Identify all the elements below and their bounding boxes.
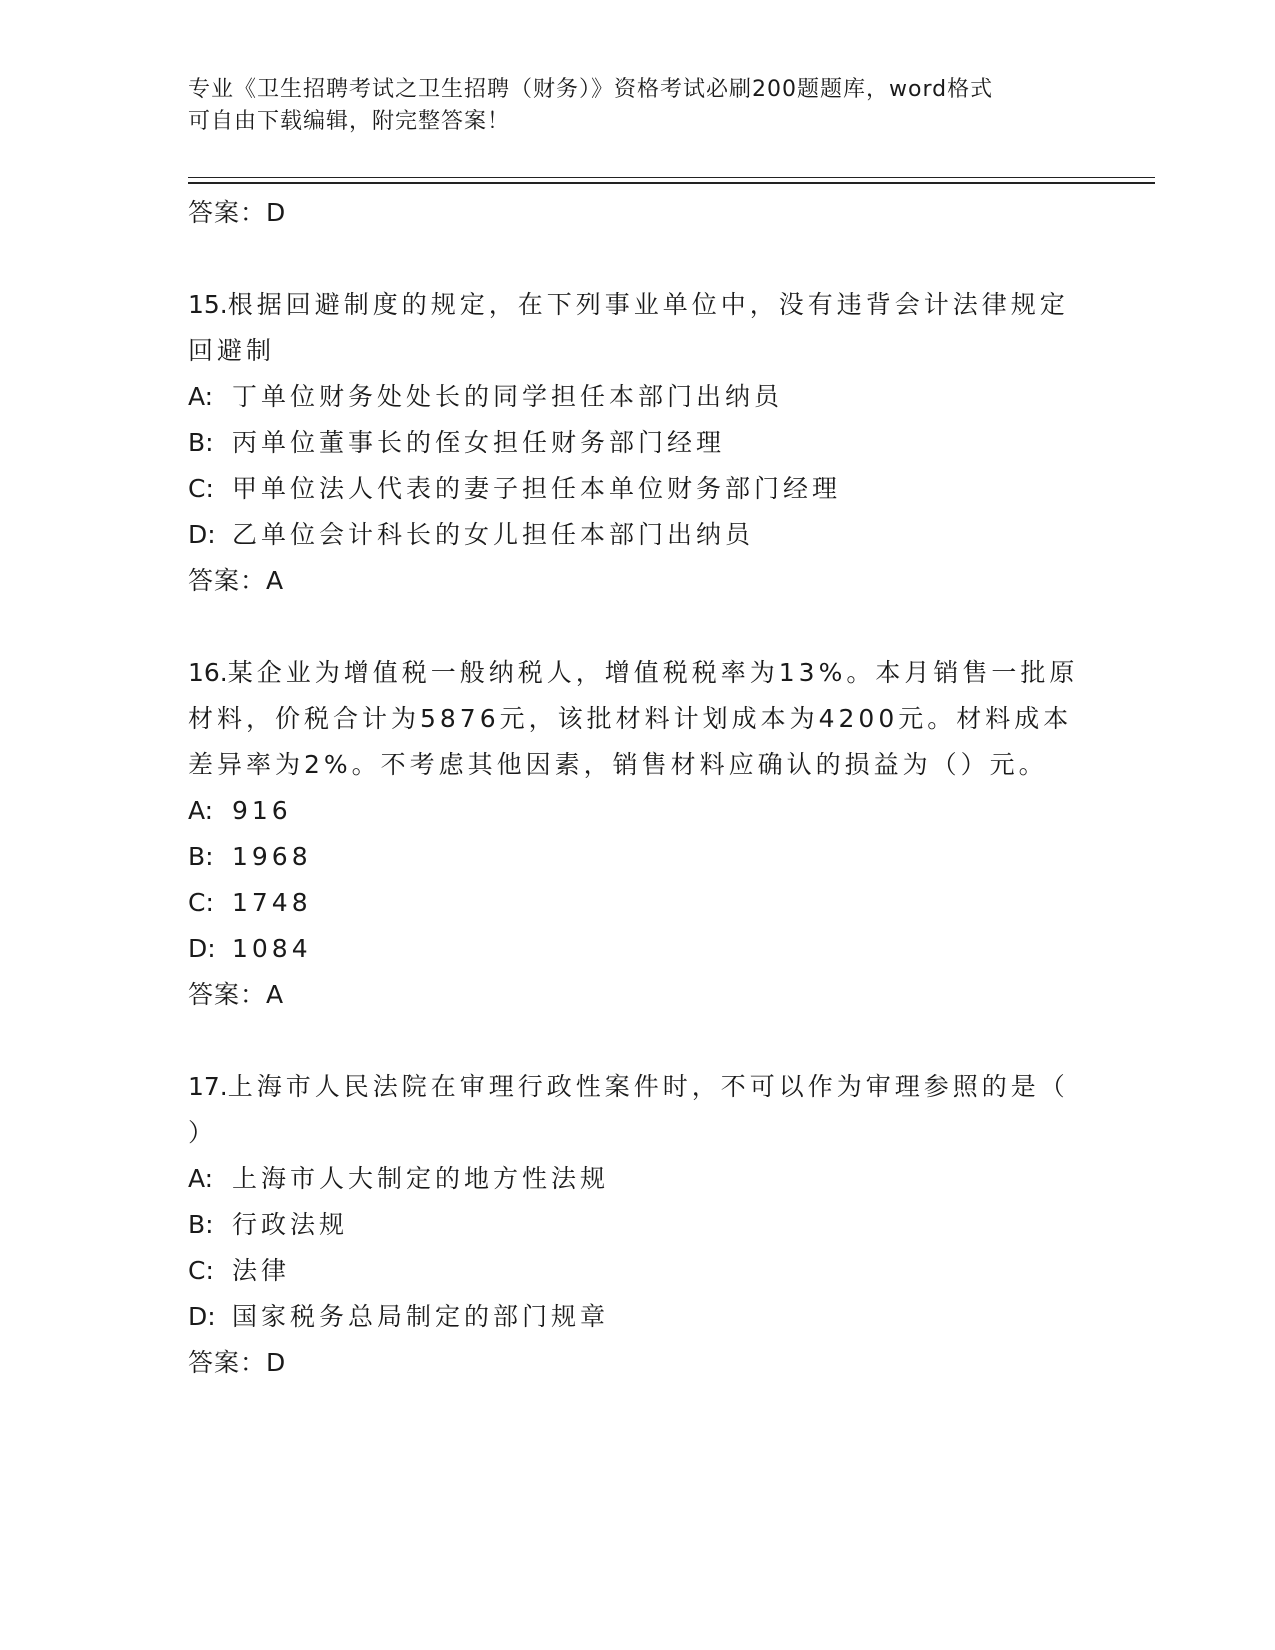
option-d bbox=[188, 1294, 1088, 1340]
option-letter: A: bbox=[188, 796, 214, 825]
question-number: 17. bbox=[188, 1072, 228, 1101]
option-a bbox=[188, 788, 1088, 834]
option-letter: D: bbox=[188, 1302, 216, 1331]
option-text: 法律 bbox=[232, 1256, 291, 1285]
header-line-1: 专业《卫生招聘考试之卫生招聘（财务）》资格考试必刷200题题库，word格式 bbox=[188, 77, 994, 102]
question-17 bbox=[188, 1064, 1088, 1386]
spacer bbox=[188, 604, 1088, 650]
question-stem bbox=[188, 1064, 1088, 1156]
option-text: 丙单位董事长的侄女担任财务部门经理 bbox=[232, 428, 726, 457]
previous-answer: 答案：D bbox=[188, 198, 287, 227]
option-letter: B: bbox=[188, 1210, 214, 1239]
option-d bbox=[188, 512, 1088, 558]
option-c bbox=[188, 1248, 1088, 1294]
option-text: 1084 bbox=[232, 934, 312, 963]
stem-text: 上海市人民法院在审理行政性案件时，不可以作为审理参照的是（ bbox=[227, 1072, 1069, 1101]
option-text: 1748 bbox=[232, 888, 312, 917]
option-letter: D: bbox=[188, 934, 216, 963]
stem-line-2: ） bbox=[188, 1118, 218, 1147]
question-15 bbox=[188, 282, 1088, 604]
header-line-2: 可自由下载编辑，附完整答案！ bbox=[188, 109, 511, 134]
option-c bbox=[188, 880, 1088, 926]
option-letter: C: bbox=[188, 888, 214, 917]
option-d bbox=[188, 926, 1088, 972]
option-a bbox=[188, 1156, 1088, 1202]
option-letter: B: bbox=[188, 842, 214, 871]
stem-text: 根据回避制度的规定，在下列事业单位中，没有违背会计法律规定 bbox=[227, 290, 1069, 319]
option-text: 上海市人大制定的地方性法规 bbox=[232, 1164, 610, 1193]
option-letter: A: bbox=[188, 1164, 214, 1193]
document-header bbox=[188, 74, 1068, 138]
option-letter: C: bbox=[188, 1256, 214, 1285]
option-letter: D: bbox=[188, 520, 216, 549]
option-letter: A: bbox=[188, 382, 214, 411]
answer-line: 答案：A bbox=[188, 980, 285, 1009]
question-number: 16. bbox=[188, 658, 228, 687]
spacer bbox=[188, 236, 1088, 282]
stem-line-3: 差异率为2%。不考虑其他因素，销售材料应确认的损益为（）元。 bbox=[188, 750, 1048, 779]
stem-line-2: 回避制 bbox=[188, 336, 276, 365]
question-stem bbox=[188, 282, 1088, 374]
answer-line: 答案：A bbox=[188, 566, 285, 595]
stem-line-1 bbox=[188, 282, 1088, 328]
option-text: 乙单位会计科长的女儿担任本部门出纳员 bbox=[232, 520, 755, 549]
question-stem bbox=[188, 650, 1088, 788]
option-text: 国家税务总局制定的部门规章 bbox=[232, 1302, 610, 1331]
option-b bbox=[188, 420, 1088, 466]
stem-line-1 bbox=[188, 650, 1088, 696]
spacer bbox=[188, 1018, 1088, 1064]
option-text: 916 bbox=[232, 796, 292, 825]
option-text: 丁单位财务处处长的同学担任本部门出纳员 bbox=[232, 382, 784, 411]
answer-line: 答案：D bbox=[188, 1348, 287, 1377]
option-letter: C: bbox=[188, 474, 214, 503]
option-b bbox=[188, 1202, 1088, 1248]
option-c bbox=[188, 466, 1088, 512]
question-list bbox=[188, 190, 1088, 1386]
header-divider-thick bbox=[188, 182, 1155, 184]
question-16 bbox=[188, 650, 1088, 1018]
header-divider-thin bbox=[188, 177, 1155, 178]
stem-line-1 bbox=[188, 1064, 1088, 1110]
option-text: 行政法规 bbox=[232, 1210, 349, 1239]
option-letter: B: bbox=[188, 428, 214, 457]
option-text: 甲单位法人代表的妻子担任本单位财务部门经理 bbox=[232, 474, 842, 503]
question-number: 15. bbox=[188, 290, 228, 319]
stem-text: 某企业为增值税一般纳税人，增值税税率为13%。本月销售一批原 bbox=[227, 658, 1079, 687]
option-text: 1968 bbox=[232, 842, 312, 871]
stem-line-2: 材料，价税合计为5876元，该批材料计划成本为4200元。材料成本 bbox=[188, 704, 1073, 733]
option-a bbox=[188, 374, 1088, 420]
option-b bbox=[188, 834, 1088, 880]
